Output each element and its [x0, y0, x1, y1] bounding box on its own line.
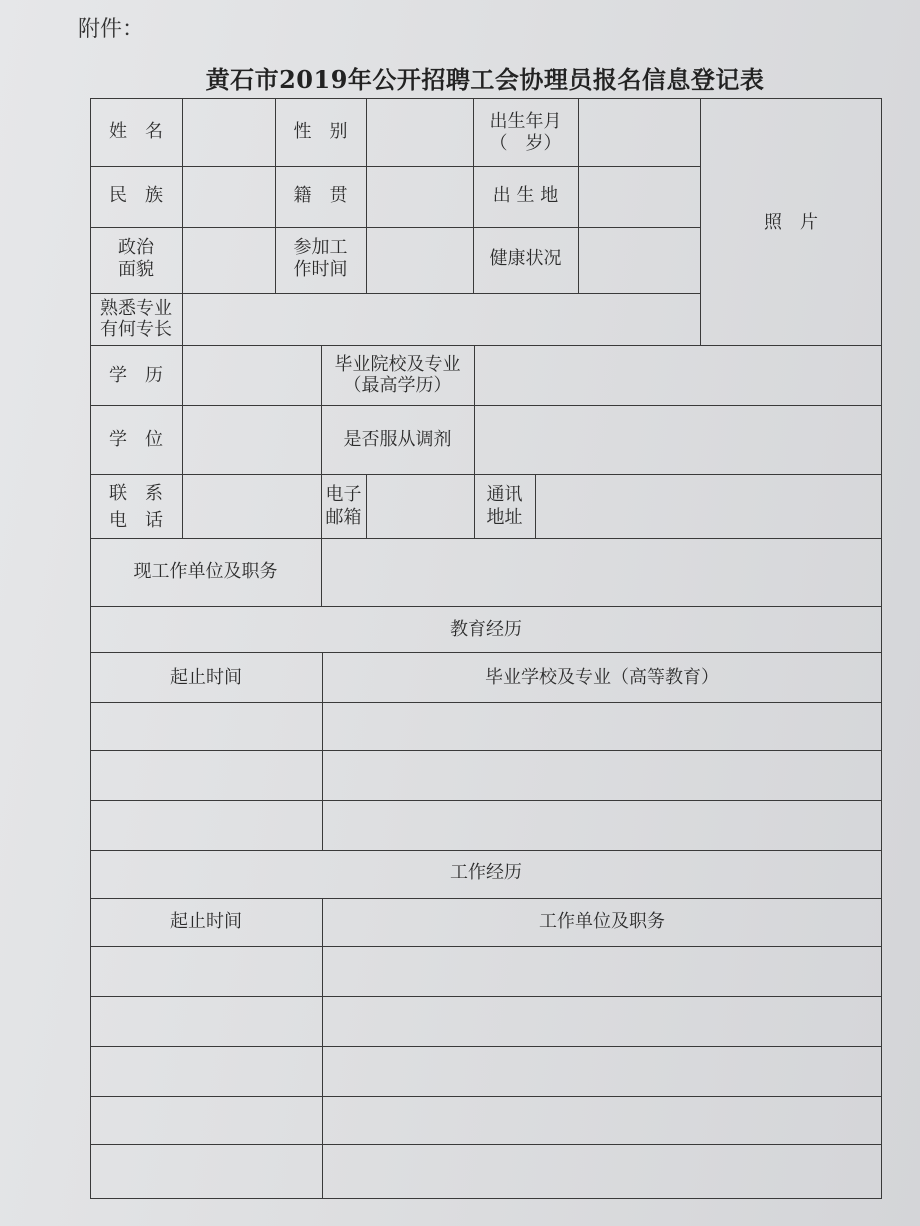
- rule: [322, 898, 323, 1199]
- adjustment-label: 是否服从调剂: [343, 429, 452, 450]
- attachment-label: 附件：: [78, 17, 145, 42]
- degree-field[interactable]: [183, 406, 320, 473]
- email-label-line1: 电子: [325, 484, 362, 505]
- address-label-line2: 地址: [486, 507, 523, 528]
- rule: [90, 606, 882, 607]
- rule: [90, 1096, 882, 1097]
- political-status-field[interactable]: [183, 228, 274, 292]
- work-start-label-line2: 作时间: [293, 259, 348, 280]
- school-field[interactable]: [475, 346, 881, 404]
- rule: [90, 800, 882, 801]
- photo-label: 照 片: [764, 212, 818, 233]
- rule: [90, 946, 882, 947]
- age-label: （ 岁）: [489, 133, 562, 154]
- native-place-label: 籍 贯: [293, 185, 348, 206]
- address-field[interactable]: [536, 475, 881, 537]
- native-place-field[interactable]: [367, 167, 472, 226]
- gender-label: 性 别: [293, 121, 348, 142]
- rule: [90, 898, 882, 899]
- photo-field[interactable]: [701, 99, 881, 344]
- rule: [90, 702, 882, 703]
- birth-date-field[interactable]: [579, 99, 699, 165]
- work-unit-header: 工作单位及职务: [539, 911, 665, 932]
- rule: [90, 1046, 882, 1047]
- political-status-label-line1: 政治: [118, 237, 154, 258]
- degree-label: 学 位: [109, 429, 163, 450]
- rule: [90, 996, 882, 997]
- major-label-line2: 有何专长: [100, 319, 172, 340]
- school-label-line1: 毕业院校及专业: [334, 354, 461, 375]
- adjustment-field[interactable]: [475, 406, 881, 473]
- email-field[interactable]: [367, 475, 473, 537]
- phone-label-line2: 电 话: [109, 510, 163, 531]
- education-period-header: 起止时间: [170, 667, 242, 688]
- birth-date-label: 出生年月: [489, 111, 562, 132]
- birthplace-label: 出 生 地: [492, 185, 559, 206]
- phone-field[interactable]: [183, 475, 320, 537]
- form-title: 黄石市2019年公开招聘工会协理员报名信息登记表: [205, 65, 765, 94]
- health-label: 健康状况: [489, 248, 562, 269]
- health-field[interactable]: [579, 228, 699, 292]
- education-field[interactable]: [183, 346, 320, 404]
- current-job-label: 现工作单位及职务: [133, 561, 278, 582]
- school-label-line2: （最高学历）: [343, 375, 452, 396]
- education-section-heading: 教育经历: [450, 619, 522, 640]
- rule: [90, 750, 882, 751]
- work-start-label-line1: 参加工: [293, 237, 348, 258]
- rule: [90, 1144, 882, 1145]
- ethnicity-label: 民 族: [109, 185, 163, 206]
- rule: [90, 652, 882, 653]
- education-label: 学 历: [109, 365, 163, 386]
- political-status-label-line2: 面貌: [118, 259, 154, 280]
- phone-label-line1: 联 系: [109, 483, 163, 504]
- address-label-line1: 通讯: [486, 484, 523, 505]
- major-label-line1: 熟悉专业: [100, 298, 172, 319]
- education-school-header: 毕业学校及专业（高等教育）: [485, 667, 719, 688]
- work-period-header: 起止时间: [170, 911, 242, 932]
- rule: [90, 850, 882, 851]
- work-start-field[interactable]: [367, 228, 472, 292]
- name-label: 姓 名: [109, 121, 163, 142]
- gender-field[interactable]: [367, 99, 472, 165]
- work-section-heading: 工作经历: [450, 862, 522, 883]
- email-label-line2: 邮箱: [325, 507, 362, 528]
- name-field[interactable]: [183, 99, 274, 165]
- major-field[interactable]: [183, 294, 699, 344]
- current-job-field[interactable]: [322, 539, 881, 605]
- birthplace-field[interactable]: [579, 167, 699, 226]
- ethnicity-field[interactable]: [183, 167, 274, 226]
